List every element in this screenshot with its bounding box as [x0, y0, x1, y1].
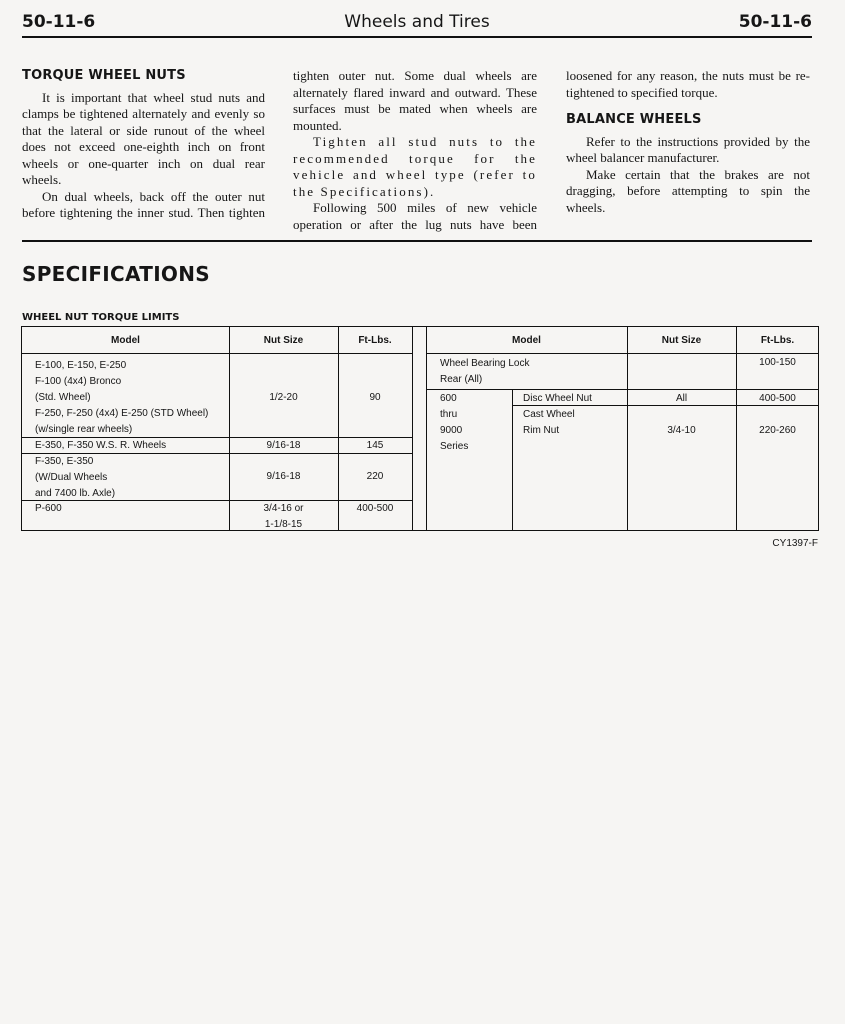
balance-heading: BALANCE WHEELS [566, 112, 702, 127]
text-column-3 [566, 68, 810, 216]
series-line: Series [440, 441, 469, 452]
model-line: F-100 (4x4) Bronco [35, 376, 122, 387]
series-line: thru [440, 409, 458, 420]
torque-heading: TORQUE WHEEL NUTS [22, 68, 186, 83]
ftlbs-cell: 220 [366, 471, 384, 482]
series-line: 9000 [440, 425, 463, 436]
header-nut-size-left: Nut Size [263, 335, 304, 346]
header-nut-size-right: Nut Size [661, 335, 702, 346]
torque-paragraph-3: Tighten all stud nuts to the recommended torque for the vehicle and wheel type (refer to the Specifications). [293, 134, 537, 199]
table-title: WHEEL NUT TORQUE LIMITS [22, 312, 180, 323]
table-row [35, 358, 208, 438]
ftlbs-cell: 400-500 [759, 393, 796, 404]
figure-code: CY1397-F [772, 538, 818, 549]
table-line [512, 389, 513, 530]
model-line: F-350, E-350 [35, 456, 94, 467]
table-row [440, 356, 530, 388]
header-ftlbs-right: Ft-Lbs. [760, 335, 795, 346]
ftlbs-cell: 100-150 [759, 357, 796, 368]
model-line: F-250, F-250 (4x4) E-250 (STD Wheel) [35, 408, 209, 419]
table-line [426, 389, 819, 390]
torque-limits-table [21, 326, 819, 531]
page-title: Wheels and Tires [344, 12, 490, 32]
model-line: (w/single rear wheels) [35, 424, 133, 435]
table-line [22, 353, 412, 354]
nut-size-cell [229, 501, 338, 533]
nut-size-cell: 1/2-20 [269, 392, 298, 403]
page-number-left: 50-11-6 [22, 12, 96, 32]
balance-paragraph-2: Make certain that the brakes are not dragging, before attempting to spin the wheels. [566, 166, 810, 215]
nut-size-cell: 9/16-18 [266, 471, 301, 482]
table-row [35, 501, 62, 517]
ftlbs-cell: 400-500 [356, 503, 394, 514]
page-number-right: 50-11-6 [738, 12, 812, 32]
cast-wheel-type [523, 407, 575, 439]
nut-size-line: 3/4-16 or [263, 503, 304, 514]
table-line [426, 327, 427, 530]
header-divider [22, 36, 812, 38]
specifications-title: SPECIFICATIONS [22, 262, 210, 286]
text-column-1 [22, 68, 265, 222]
torque-paragraph-4: Following 500 miles of new vehicle operation or after the lug nuts have been [293, 200, 537, 232]
balance-paragraph-1: Refer to the instructions provided by the wheel balancer manufacturer. [566, 133, 810, 165]
model-line: E-350, F-350 W.S. R. Wheels [35, 440, 167, 451]
ftlbs-cell: 90 [369, 392, 381, 403]
type-line: Rim Nut [523, 425, 560, 436]
torque-paragraph-2-cont: tighten outer nut. Some dual wheels are alternately flared inward and outward. These surfaces must be mated when wheels are mounted. [293, 68, 537, 133]
nut-size-cell: 9/16-18 [266, 440, 301, 451]
section-divider [22, 240, 812, 242]
model-line: Rear (All) [440, 374, 483, 385]
torque-paragraph-2: On dual wheels, back off the outer nut before tightening the inner stud. Then tighten [22, 188, 265, 220]
page-header [22, 10, 812, 36]
header-ftlbs-left: Ft-Lbs. [358, 335, 392, 346]
model-line: (W/Dual Wheels [35, 472, 108, 483]
nut-size-cell: All [675, 393, 688, 404]
model-line: E-100, E-150, E-250 [35, 360, 127, 371]
disc-wheel-type: Disc Wheel Nut [523, 393, 592, 404]
model-line: (Std. Wheel) [35, 392, 91, 403]
type-line: Cast Wheel [523, 409, 575, 420]
table-row [35, 454, 115, 502]
header-model-right: Model [512, 335, 541, 346]
table-line [426, 353, 819, 354]
nut-size-cell: 3/4-10 [667, 425, 696, 436]
model-line: P-600 [35, 503, 62, 514]
torque-paragraph-1: It is important that wheel stud nuts and clamps be tightened alternately and evenly so that the lateral or side runout of the wheel does not exceed one-eighth inch on front wheels or one-quarter inch on dual rear wheels. [22, 89, 265, 187]
table-line [412, 327, 413, 530]
table-row [35, 438, 166, 454]
model-line: and 7400 lb. Axle) [35, 488, 116, 499]
nut-size-line: 1-1/8-15 [264, 519, 303, 530]
ftlbs-cell: 220-260 [759, 425, 796, 436]
ftlbs-cell: 145 [366, 440, 384, 451]
header-model-left: Model [111, 335, 140, 346]
torque-paragraph-4-cont: loosened for any reason, the nuts must be re-tightened to specified torque. [566, 68, 810, 100]
model-line: Wheel Bearing Lock [440, 358, 530, 369]
text-column-2 [293, 68, 537, 233]
series-label [440, 391, 468, 455]
series-line: 600 [440, 393, 457, 404]
